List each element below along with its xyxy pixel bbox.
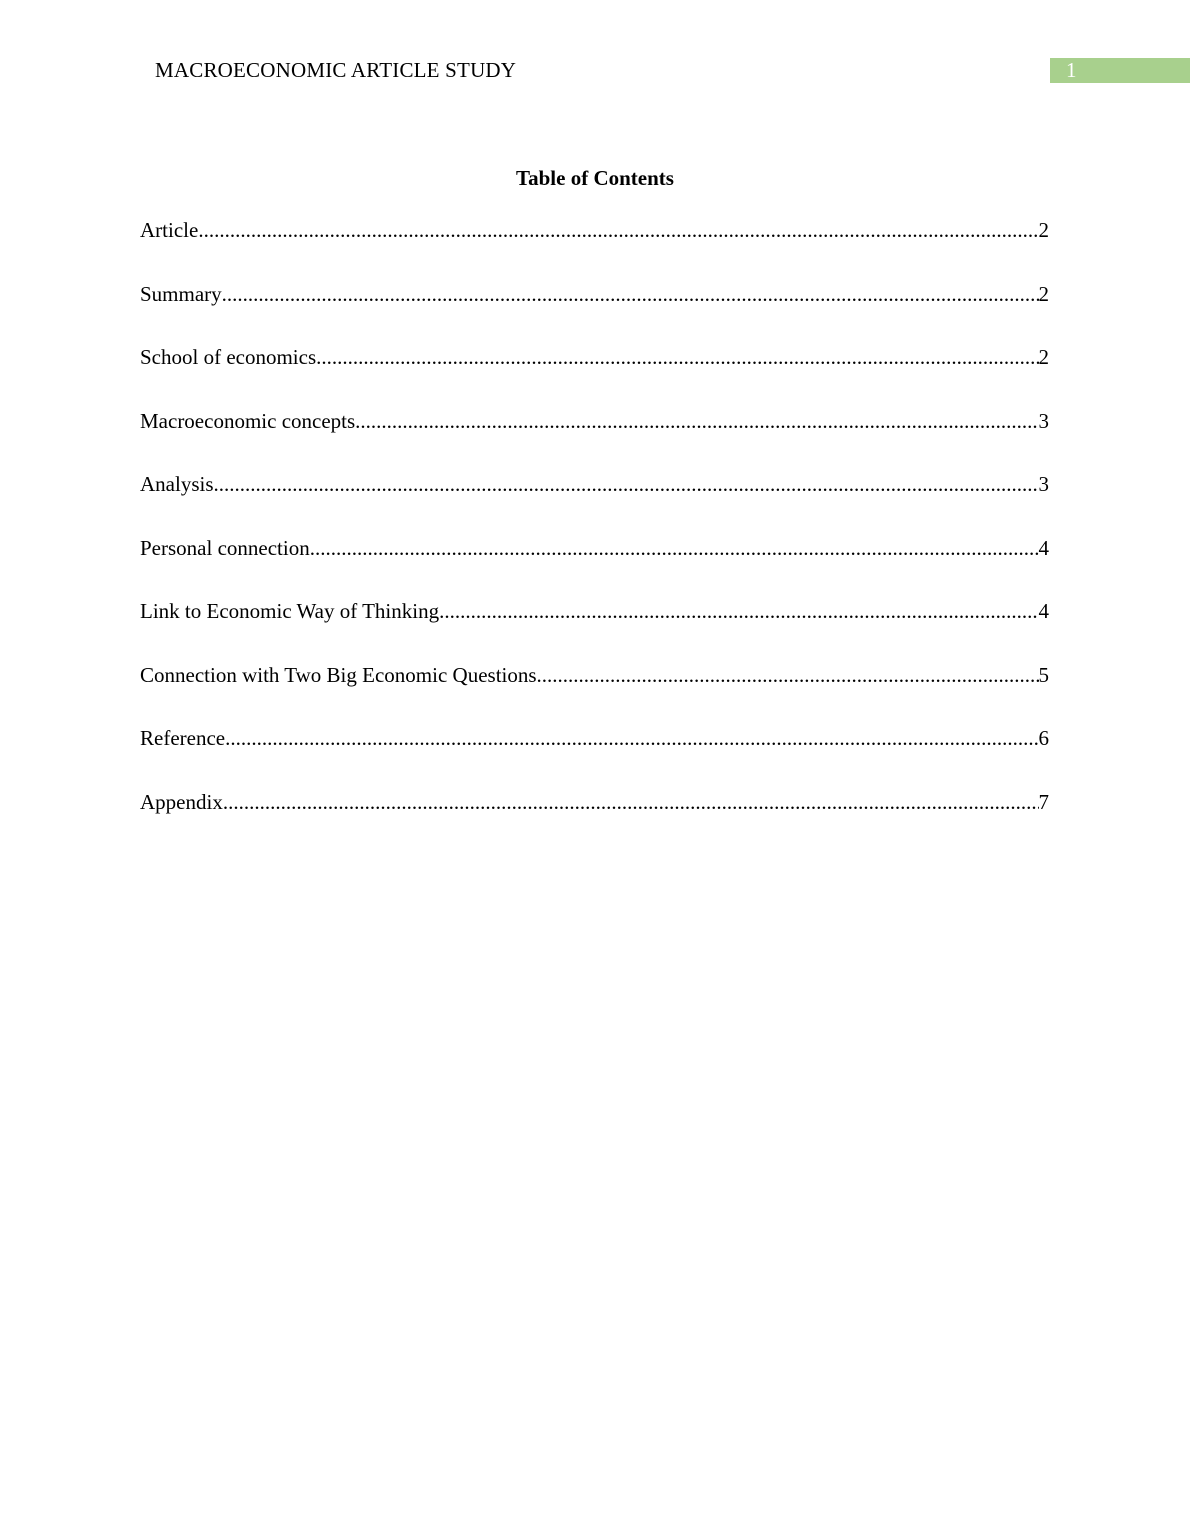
toc-dot-leader	[198, 217, 1038, 243]
toc-entry-label: Article	[140, 218, 199, 242]
toc-entry-label: Connection with Two Big Economic Questions	[140, 662, 537, 687]
toc-entry-page: 3	[1038, 408, 1049, 433]
page-header	[0, 58, 1190, 83]
running-head: MACROECONOMIC ARTICLE STUDY	[155, 58, 517, 82]
toc-entry-appendix[interactable]	[140, 789, 1049, 853]
toc-dot-leader	[310, 535, 1039, 561]
toc-entry-page: 2	[1038, 281, 1049, 306]
toc-dot-leader	[223, 789, 1039, 815]
toc-dot-leader	[222, 281, 1039, 307]
toc-dot-leader	[537, 662, 1039, 688]
toc-entry-page: 3	[1038, 472, 1049, 496]
page-number-box	[1050, 58, 1190, 83]
toc-entry-label: School of economics	[140, 345, 317, 369]
toc-entry-label: Link to Economic Way of Thinking	[140, 599, 440, 623]
toc-entry-label: Personal connection	[140, 535, 310, 560]
toc-dot-leader	[214, 471, 1039, 497]
toc-dot-leader	[225, 725, 1038, 751]
toc-dot-leader	[439, 598, 1038, 624]
toc-entry-label: Summary	[140, 281, 222, 306]
toc-entry-label: Reference	[140, 726, 226, 750]
toc-entry-summary[interactable]	[140, 281, 1049, 345]
toc-dot-leader	[316, 344, 1038, 370]
toc-entry-page: 2	[1038, 218, 1049, 242]
toc-entry-label: Appendix	[140, 789, 223, 814]
page-number: 1	[1066, 58, 1077, 82]
toc-entry-macroeconomic-concepts[interactable]	[140, 408, 1049, 472]
toc-entry-page: 4	[1038, 599, 1049, 623]
toc-title: Table of Contents	[516, 166, 674, 190]
toc-entry-page: 6	[1038, 726, 1049, 750]
toc-entry-reference[interactable]	[140, 725, 1049, 789]
toc-entry-analysis[interactable]	[140, 471, 1049, 535]
toc-entry-school-of-economics[interactable]	[140, 344, 1049, 408]
toc-entry-page: 2	[1038, 345, 1049, 369]
toc-entry-page: 7	[1038, 789, 1049, 814]
toc-entry-label: Analysis	[140, 472, 214, 496]
toc-entry-page: 4	[1038, 535, 1049, 560]
toc-entry-label: Macroeconomic concepts	[140, 408, 356, 433]
toc-entry-page: 5	[1038, 662, 1049, 687]
toc-entry-connection-with-two-big-economic-questions[interactable]	[140, 662, 1049, 726]
toc-entry-personal-connection[interactable]	[140, 535, 1049, 599]
toc-entry-link-to-economic-way-of-thinking[interactable]	[140, 598, 1049, 662]
toc-list	[140, 217, 1049, 852]
toc-entry-article[interactable]	[140, 217, 1049, 281]
toc-dot-leader	[355, 408, 1038, 434]
